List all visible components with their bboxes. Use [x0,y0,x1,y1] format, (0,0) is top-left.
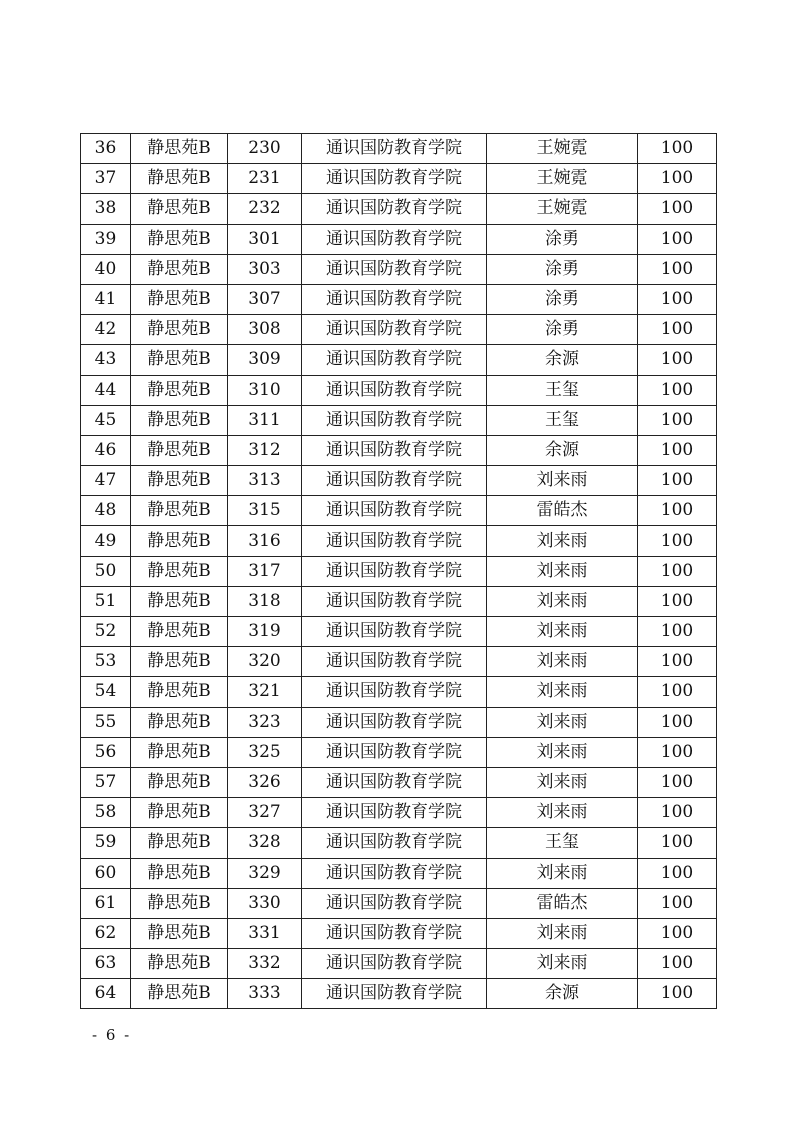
building-cell: 静思苑B [131,949,228,979]
building-cell: 静思苑B [131,315,228,345]
college-cell: 通识国防教育学院 [302,375,487,405]
responsible-person-cell: 涂勇 [487,315,638,345]
room-number-cell: 318 [228,586,302,616]
score-cell: 100 [638,858,717,888]
college-cell: 通识国防教育学院 [302,949,487,979]
row-number-cell: 41 [81,284,131,314]
room-number-cell: 309 [228,345,302,375]
responsible-person-cell: 刘来雨 [487,949,638,979]
room-number-cell: 331 [228,918,302,948]
row-number-cell: 36 [81,134,131,164]
responsible-person-cell: 涂勇 [487,284,638,314]
page-number: - 6 - [92,1026,132,1044]
college-cell: 通识国防教育学院 [302,194,487,224]
score-cell: 100 [638,496,717,526]
building-cell: 静思苑B [131,254,228,284]
college-cell: 通识国防教育学院 [302,556,487,586]
building-cell: 静思苑B [131,134,228,164]
table-row [81,677,717,707]
row-number-cell: 37 [81,164,131,194]
table-row [81,918,717,948]
row-number-cell: 46 [81,435,131,465]
building-cell: 静思苑B [131,345,228,375]
room-number-cell: 315 [228,496,302,526]
row-number-cell: 52 [81,617,131,647]
room-number-cell: 317 [228,556,302,586]
responsible-person-cell: 刘来雨 [487,647,638,677]
row-number-cell: 63 [81,949,131,979]
responsible-person-cell: 刘来雨 [487,677,638,707]
table-row [81,496,717,526]
score-cell: 100 [638,707,717,737]
row-number-cell: 64 [81,979,131,1009]
college-cell: 通识国防教育学院 [302,496,487,526]
responsible-person-cell: 刘来雨 [487,798,638,828]
building-cell: 静思苑B [131,918,228,948]
building-cell: 静思苑B [131,164,228,194]
building-cell: 静思苑B [131,828,228,858]
table-row [81,224,717,254]
room-number-cell: 232 [228,194,302,224]
score-cell: 100 [638,194,717,224]
row-number-cell: 53 [81,647,131,677]
row-number-cell: 54 [81,677,131,707]
room-number-cell: 333 [228,979,302,1009]
row-number-cell: 42 [81,315,131,345]
score-cell: 100 [638,586,717,616]
building-cell: 静思苑B [131,858,228,888]
table-row [81,888,717,918]
score-cell: 100 [638,949,717,979]
table-row [81,798,717,828]
college-cell: 通识国防教育学院 [302,707,487,737]
responsible-person-cell: 涂勇 [487,254,638,284]
table-row [81,586,717,616]
score-cell: 100 [638,435,717,465]
row-number-cell: 47 [81,466,131,496]
college-cell: 通识国防教育学院 [302,466,487,496]
responsible-person-cell: 刘来雨 [487,526,638,556]
building-cell: 静思苑B [131,375,228,405]
score-cell: 100 [638,798,717,828]
room-number-cell: 307 [228,284,302,314]
building-cell: 静思苑B [131,707,228,737]
responsible-person-cell: 刘来雨 [487,466,638,496]
college-cell: 通识国防教育学院 [302,918,487,948]
responsible-person-cell: 王婉霓 [487,164,638,194]
score-cell: 100 [638,254,717,284]
college-cell: 通识国防教育学院 [302,767,487,797]
table-row [81,134,717,164]
responsible-person-cell: 王玺 [487,405,638,435]
table-row [81,949,717,979]
score-cell: 100 [638,979,717,1009]
college-cell: 通识国防教育学院 [302,405,487,435]
responsible-person-cell: 余源 [487,979,638,1009]
college-cell: 通识国防教育学院 [302,526,487,556]
score-cell: 100 [638,918,717,948]
responsible-person-cell: 王婉霓 [487,134,638,164]
room-number-cell: 330 [228,888,302,918]
table-row [81,284,717,314]
responsible-person-cell: 刘来雨 [487,858,638,888]
college-cell: 通识国防教育学院 [302,284,487,314]
room-number-cell: 325 [228,737,302,767]
score-cell: 100 [638,375,717,405]
room-number-cell: 312 [228,435,302,465]
room-number-cell: 313 [228,466,302,496]
room-number-cell: 230 [228,134,302,164]
responsible-person-cell: 刘来雨 [487,617,638,647]
score-cell: 100 [638,737,717,767]
score-cell: 100 [638,526,717,556]
college-cell: 通识国防教育学院 [302,647,487,677]
responsible-person-cell: 雷皓杰 [487,496,638,526]
score-cell: 100 [638,888,717,918]
building-cell: 静思苑B [131,767,228,797]
row-number-cell: 61 [81,888,131,918]
row-number-cell: 59 [81,828,131,858]
building-cell: 静思苑B [131,617,228,647]
table-row [81,164,717,194]
row-number-cell: 55 [81,707,131,737]
responsible-person-cell: 余源 [487,345,638,375]
college-cell: 通识国防教育学院 [302,828,487,858]
table-row [81,556,717,586]
responsible-person-cell: 刘来雨 [487,737,638,767]
table-row [81,828,717,858]
building-cell: 静思苑B [131,556,228,586]
building-cell: 静思苑B [131,586,228,616]
table-row [81,858,717,888]
building-cell: 静思苑B [131,979,228,1009]
row-number-cell: 62 [81,918,131,948]
responsible-person-cell: 刘来雨 [487,586,638,616]
college-cell: 通识国防教育学院 [302,586,487,616]
college-cell: 通识国防教育学院 [302,737,487,767]
room-number-cell: 301 [228,224,302,254]
score-cell: 100 [638,315,717,345]
room-number-cell: 311 [228,405,302,435]
row-number-cell: 49 [81,526,131,556]
building-cell: 静思苑B [131,526,228,556]
score-cell: 100 [638,224,717,254]
room-number-cell: 323 [228,707,302,737]
row-number-cell: 51 [81,586,131,616]
row-number-cell: 50 [81,556,131,586]
row-number-cell: 60 [81,858,131,888]
responsible-person-cell: 王玺 [487,828,638,858]
responsible-person-cell: 涂勇 [487,224,638,254]
table-row [81,375,717,405]
college-cell: 通识国防教育学院 [302,617,487,647]
room-number-cell: 308 [228,315,302,345]
score-cell: 100 [638,345,717,375]
building-cell: 静思苑B [131,224,228,254]
room-number-cell: 316 [228,526,302,556]
score-cell: 100 [638,677,717,707]
table-row [81,345,717,375]
college-cell: 通识国防教育学院 [302,888,487,918]
college-cell: 通识国防教育学院 [302,164,487,194]
score-cell: 100 [638,556,717,586]
room-number-cell: 328 [228,828,302,858]
row-number-cell: 43 [81,345,131,375]
dormitory-score-table [80,133,717,1009]
table-row [81,315,717,345]
building-cell: 静思苑B [131,496,228,526]
table-row [81,405,717,435]
score-cell: 100 [638,617,717,647]
row-number-cell: 56 [81,737,131,767]
row-number-cell: 45 [81,405,131,435]
building-cell: 静思苑B [131,466,228,496]
score-cell: 100 [638,405,717,435]
table-row [81,617,717,647]
building-cell: 静思苑B [131,677,228,707]
score-cell: 100 [638,647,717,677]
room-number-cell: 231 [228,164,302,194]
college-cell: 通识国防教育学院 [302,315,487,345]
table-row [81,254,717,284]
room-number-cell: 327 [228,798,302,828]
room-number-cell: 326 [228,767,302,797]
room-number-cell: 321 [228,677,302,707]
room-number-cell: 303 [228,254,302,284]
room-number-cell: 319 [228,617,302,647]
row-number-cell: 38 [81,194,131,224]
score-cell: 100 [638,164,717,194]
row-number-cell: 58 [81,798,131,828]
room-number-cell: 310 [228,375,302,405]
responsible-person-cell: 王婉霓 [487,194,638,224]
table-row [81,707,717,737]
building-cell: 静思苑B [131,888,228,918]
score-cell: 100 [638,466,717,496]
college-cell: 通识国防教育学院 [302,435,487,465]
room-number-cell: 320 [228,647,302,677]
college-cell: 通识国防教育学院 [302,798,487,828]
table-body [81,134,717,1009]
responsible-person-cell: 刘来雨 [487,556,638,586]
building-cell: 静思苑B [131,194,228,224]
building-cell: 静思苑B [131,647,228,677]
table-row [81,767,717,797]
responsible-person-cell: 王玺 [487,375,638,405]
row-number-cell: 39 [81,224,131,254]
score-cell: 100 [638,767,717,797]
room-number-cell: 329 [228,858,302,888]
row-number-cell: 40 [81,254,131,284]
building-cell: 静思苑B [131,798,228,828]
responsible-person-cell: 刘来雨 [487,918,638,948]
table-row [81,526,717,556]
college-cell: 通识国防教育学院 [302,345,487,375]
score-cell: 100 [638,828,717,858]
building-cell: 静思苑B [131,284,228,314]
room-number-cell: 332 [228,949,302,979]
table-row [81,979,717,1009]
building-cell: 静思苑B [131,405,228,435]
responsible-person-cell: 刘来雨 [487,707,638,737]
row-number-cell: 48 [81,496,131,526]
row-number-cell: 57 [81,767,131,797]
row-number-cell: 44 [81,375,131,405]
responsible-person-cell: 雷皓杰 [487,888,638,918]
table-row [81,435,717,465]
score-cell: 100 [638,284,717,314]
college-cell: 通识国防教育学院 [302,858,487,888]
college-cell: 通识国防教育学院 [302,134,487,164]
college-cell: 通识国防教育学院 [302,254,487,284]
table-row [81,466,717,496]
responsible-person-cell: 余源 [487,435,638,465]
college-cell: 通识国防教育学院 [302,677,487,707]
college-cell: 通识国防教育学院 [302,979,487,1009]
college-cell: 通识国防教育学院 [302,224,487,254]
building-cell: 静思苑B [131,435,228,465]
table-row [81,737,717,767]
score-cell: 100 [638,134,717,164]
building-cell: 静思苑B [131,737,228,767]
responsible-person-cell: 刘来雨 [487,767,638,797]
table-row [81,647,717,677]
table-row [81,194,717,224]
